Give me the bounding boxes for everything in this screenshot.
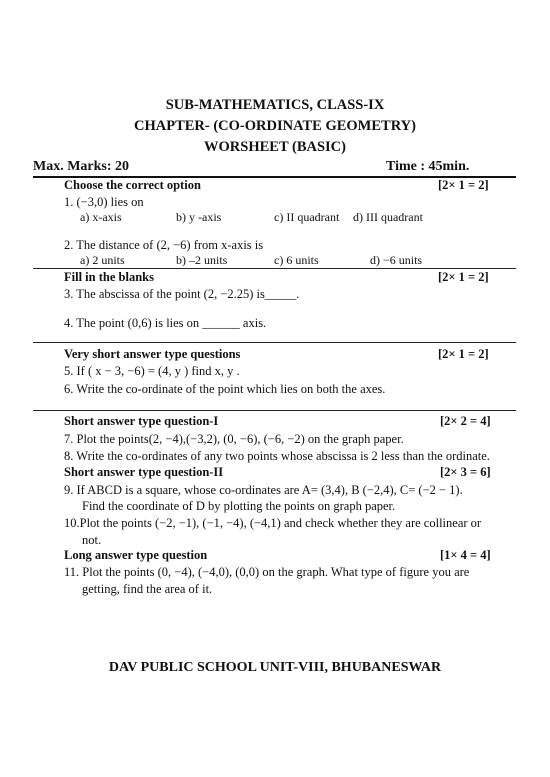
q1-option-d: d) III quadrant (353, 210, 423, 224)
q2-option-d: d) −6 units (370, 253, 423, 267)
worksheet-title: WORSHEET (BASIC) (204, 139, 346, 155)
section-title-sa1: Short answer type question-I (64, 414, 219, 428)
question-10-continued: not. (82, 533, 102, 547)
question-11-continued: getting, find the area of it. (82, 582, 213, 596)
question-9: 9. If ABCD is a square, whose co-ordinates are A= (3,4), B (−2,4), C= (−2 − 1). (64, 483, 463, 497)
question-10: 10.Plot the points (−2, −1), (−1, −4), (−4,1) and check whether they are collinear or (64, 516, 482, 530)
section-title-la: Long answer type question (64, 548, 208, 562)
q2-option-b: b) –2 units (176, 253, 228, 267)
section-marks-la: [1× 4 = 4] (440, 548, 491, 562)
school-footer: DAV PUBLIC SCHOOL UNIT-VIII, BHUBANESWAR (108, 660, 442, 675)
section-divider (33, 342, 516, 343)
question-6: 6. Write the co-ordinate of the point which lies on both the axes. (64, 382, 386, 396)
q1-option-b: b) y -axis (176, 210, 222, 224)
section-marks-sa1: [2× 2 = 4] (440, 414, 491, 428)
section-marks-fill: [2× 1 = 2] (438, 270, 489, 284)
section-title-fill: Fill in the blanks (64, 270, 154, 284)
question-1: 1. (−3,0) lies on (64, 195, 144, 209)
max-marks: Max. Marks: 20 (33, 159, 130, 174)
question-2: 2. The distance of (2, −6) from x-axis is (64, 238, 264, 252)
section-title-sa2: Short answer type question-II (64, 465, 224, 479)
time-allowed: Time : 45min. (386, 159, 470, 174)
question-8: 8. Write the co-ordinates of any two points whose abscissa is 2 less than the ordinate. (64, 449, 490, 463)
section-divider (33, 410, 516, 411)
q2-option-c: c) 6 units (274, 253, 319, 267)
question-11: 11. Plot the points (0, −4), (−4,0), (0,0) on the graph. What type of figure you are (64, 565, 470, 579)
question-7: 7. Plot the points(2, −4),(−3,2), (0, −6), (−6, −2) on the graph paper. (64, 432, 404, 446)
question-3: 3. The abscissa of the point (2, −2.25) is_____. (64, 287, 300, 301)
question-4: 4. The point (0,6) is lies on ______ axis. (64, 316, 267, 330)
q1-option-c: c) II quadrant (274, 210, 340, 224)
section-title-vsa: Very short answer type questions (64, 347, 241, 361)
q2-option-a: a) 2 units (80, 253, 125, 267)
subject-title: SUB-MATHEMATICS, CLASS-IX (165, 97, 385, 113)
section-marks-mcq: [2× 1 = 2] (438, 178, 489, 192)
chapter-title: CHAPTER- (CO-ORDINATE GEOMETRY) (134, 118, 416, 134)
section-title-mcq: Choose the correct option (64, 178, 201, 192)
section-marks-vsa: [2× 1 = 2] (438, 347, 489, 361)
question-5: 5. If ( x − 3, −6) = (4, y ) find x, y . (64, 364, 240, 378)
section-divider (33, 268, 516, 269)
section-marks-sa2: [2× 3 = 6] (440, 465, 491, 479)
q1-option-a: a) x-axis (80, 210, 122, 224)
question-9-continued: Find the coordinate of D by plotting the points on graph paper. (82, 499, 396, 513)
